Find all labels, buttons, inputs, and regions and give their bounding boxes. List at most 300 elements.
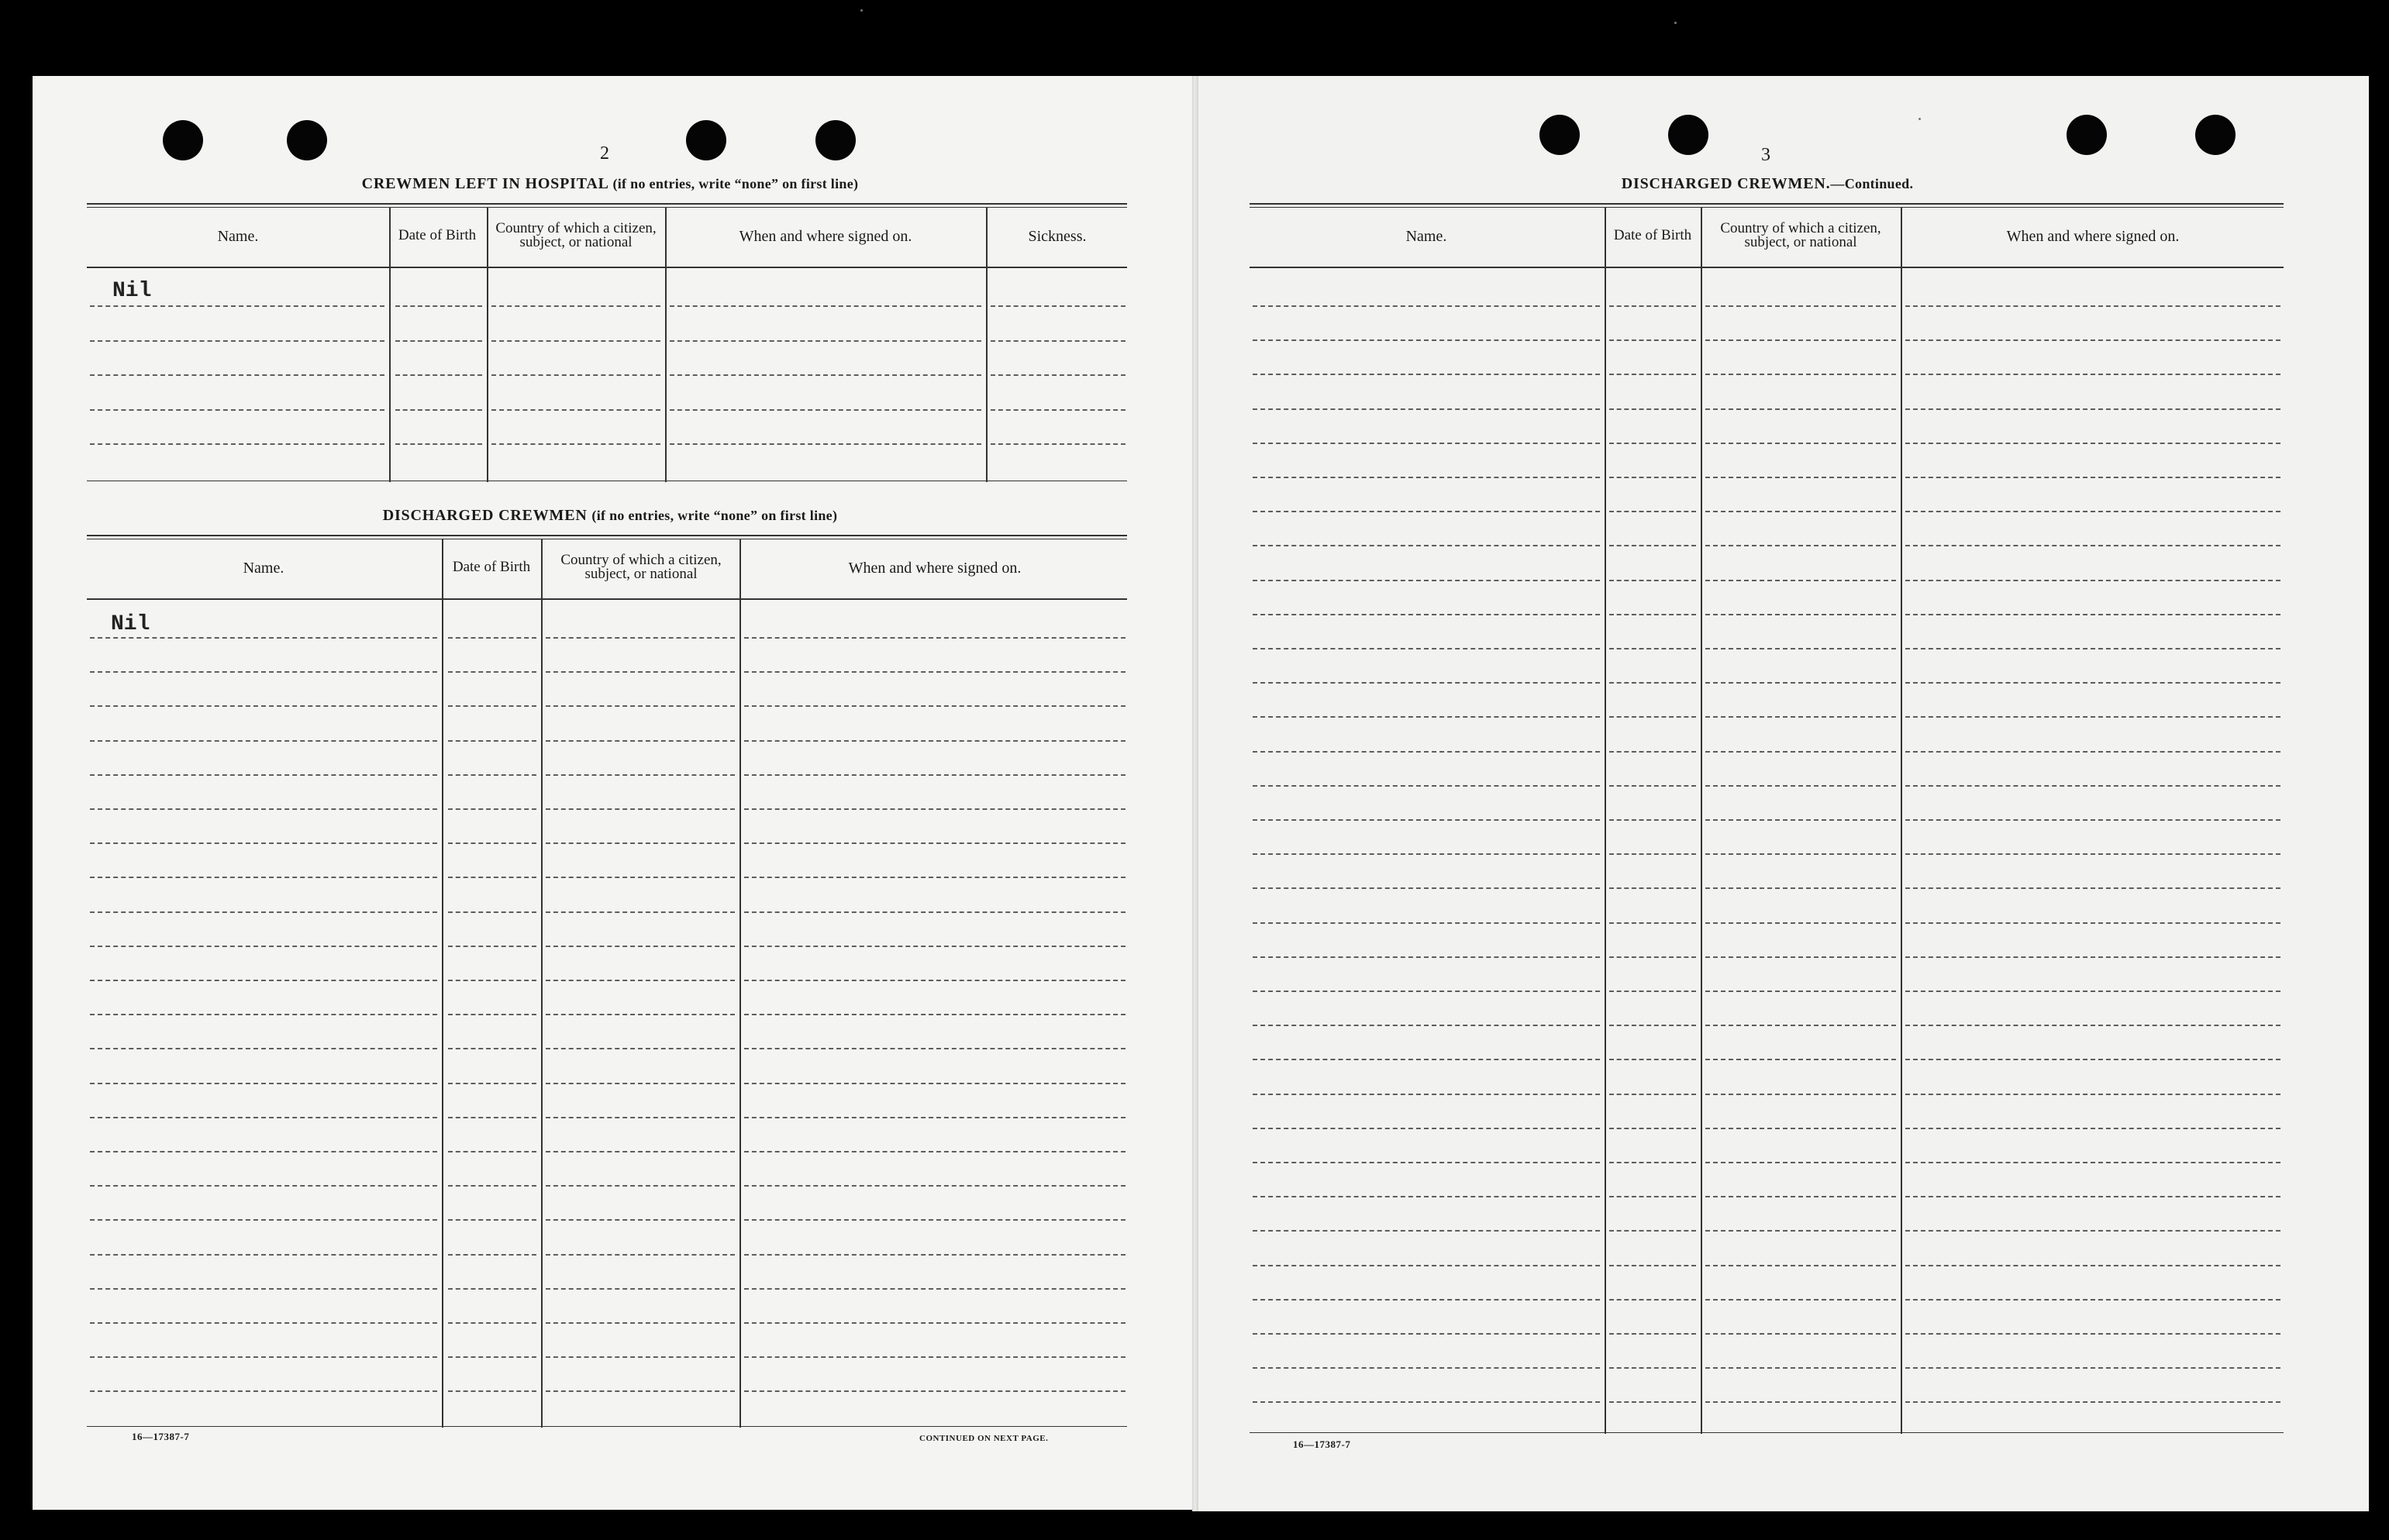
entry-line xyxy=(744,1014,1126,1015)
entry-line xyxy=(1905,682,2280,684)
entry-line xyxy=(1609,1333,1696,1335)
entry-line xyxy=(491,340,660,342)
entry-line xyxy=(744,774,1126,776)
entry-line xyxy=(1705,819,1896,821)
entry-line xyxy=(1705,305,1896,307)
entry-line xyxy=(90,1356,437,1358)
entry-line xyxy=(1253,648,1600,649)
entry-line xyxy=(744,1185,1126,1187)
entry-line xyxy=(1253,682,1600,684)
header-bottom-rule xyxy=(1250,267,2284,268)
form-number: 16—17387-7 xyxy=(132,1431,190,1442)
entry-line xyxy=(448,671,536,673)
entry-line xyxy=(90,1254,437,1256)
entry-line xyxy=(1253,785,1600,787)
entry-line xyxy=(744,740,1126,742)
entry-line xyxy=(1609,1196,1696,1197)
entry-line xyxy=(90,740,437,742)
entry-line xyxy=(90,340,384,342)
entry-line xyxy=(1253,887,1600,889)
entry-line xyxy=(1253,1094,1600,1095)
header-bottom-rule xyxy=(87,598,1127,600)
entry-line xyxy=(395,305,482,307)
entry-line xyxy=(991,305,1126,307)
entry-line xyxy=(546,671,735,673)
entry-line xyxy=(1705,580,1896,581)
entry-line xyxy=(90,671,437,673)
punch-hole xyxy=(815,120,856,160)
column-header-signed-on: When and where signed on. xyxy=(739,227,912,245)
entry-line xyxy=(90,1083,437,1084)
entry-line xyxy=(1705,1230,1896,1232)
entry-line xyxy=(991,374,1126,376)
entry-line xyxy=(1609,819,1696,821)
entry-line xyxy=(744,671,1126,673)
entry-line xyxy=(1253,1265,1600,1266)
entry-line xyxy=(1705,374,1896,375)
entry-line xyxy=(546,877,735,878)
hospital-section-title xyxy=(87,175,1133,193)
entry-line xyxy=(1705,1196,1896,1197)
entry-line xyxy=(546,1117,735,1118)
punch-hole xyxy=(2067,115,2107,155)
entry-line xyxy=(1905,1162,2280,1163)
entry-line xyxy=(1609,1401,1696,1403)
discharged-continued-table xyxy=(1250,203,2284,1434)
entry-line xyxy=(1253,1230,1600,1232)
entry-line xyxy=(1905,819,2280,821)
entry-line xyxy=(1705,1367,1896,1369)
entry-line xyxy=(1905,339,2280,341)
entry-line xyxy=(1905,1401,2280,1403)
entry-line xyxy=(1253,1128,1600,1129)
entry-line xyxy=(744,1322,1126,1324)
column-header-sickness: Sickness. xyxy=(1028,227,1087,245)
entry-line xyxy=(90,1048,437,1049)
entry-line xyxy=(546,705,735,707)
entry-line xyxy=(1905,1059,2280,1060)
entry-line xyxy=(546,1185,735,1187)
entry-line xyxy=(1705,511,1896,512)
punch-hole xyxy=(163,120,203,160)
column-divider xyxy=(1701,208,1702,1434)
column-header-country: Country of which a citizen, subject, or national xyxy=(560,552,722,582)
entry-line xyxy=(1609,443,1696,444)
entry-line xyxy=(448,1048,536,1049)
entry-line xyxy=(1609,990,1696,992)
discharged-title-text: DISCHARGED CREWMEN xyxy=(382,507,588,524)
entry-line xyxy=(1609,1299,1696,1301)
entry-line xyxy=(546,911,735,913)
entry-line xyxy=(1253,1196,1600,1197)
entry-line xyxy=(1253,751,1600,753)
entry-line xyxy=(744,946,1126,947)
entry-line xyxy=(1253,408,1600,410)
column-divider xyxy=(1901,208,1902,1434)
entry-line xyxy=(448,1356,536,1358)
entry-line xyxy=(1609,477,1696,478)
entry-line xyxy=(744,911,1126,913)
entry-line xyxy=(1253,1059,1600,1060)
entry-line xyxy=(1609,853,1696,855)
entry-line xyxy=(744,1117,1126,1118)
entry-line xyxy=(1609,1025,1696,1026)
table-top-rule xyxy=(1250,203,2284,208)
entry-line xyxy=(1253,1367,1600,1369)
entry-line xyxy=(448,1219,536,1221)
entry-line xyxy=(744,1356,1126,1358)
entry-line xyxy=(1905,374,2280,375)
punch-hole xyxy=(287,120,327,160)
punch-hole xyxy=(1539,115,1580,155)
entry-line xyxy=(90,1219,437,1221)
entry-line xyxy=(1905,751,2280,753)
column-header-signed-on: When and where signed on. xyxy=(848,559,1022,577)
entry-line xyxy=(448,1083,536,1084)
entry-line xyxy=(90,842,437,844)
discharged-section-title xyxy=(87,507,1133,525)
entry-line xyxy=(1609,682,1696,684)
entry-line xyxy=(1253,443,1600,444)
column-divider xyxy=(1605,208,1606,1434)
entry-line xyxy=(1905,648,2280,649)
punch-hole xyxy=(2195,115,2236,155)
column-divider xyxy=(739,539,741,1428)
page-number: 3 xyxy=(1761,145,1770,165)
entry-line xyxy=(1905,990,2280,992)
entry-line xyxy=(1253,922,1600,924)
entry-line xyxy=(1609,614,1696,615)
entry-line xyxy=(1905,477,2280,478)
entry-line xyxy=(991,340,1126,342)
entry-line xyxy=(1253,511,1600,512)
entry-line xyxy=(491,374,660,376)
entry-line xyxy=(448,1254,536,1256)
entry-line xyxy=(546,774,735,776)
entry-line xyxy=(448,980,536,981)
entry-line xyxy=(448,774,536,776)
entry-line xyxy=(90,305,384,307)
entry-line xyxy=(1609,511,1696,512)
entry-line xyxy=(1609,339,1696,341)
column-header-country: Country of which a citizen, subject, or national xyxy=(1720,220,1881,250)
entry-line xyxy=(1905,614,2280,615)
entry-line xyxy=(744,1288,1126,1290)
entry-line xyxy=(1705,922,1896,924)
entry-line xyxy=(1905,1230,2280,1232)
entry-line xyxy=(546,1322,735,1324)
entry-line xyxy=(991,443,1126,445)
column-divider xyxy=(665,208,667,482)
entry-line xyxy=(1253,990,1600,992)
entry-line xyxy=(448,911,536,913)
entry-line xyxy=(448,1185,536,1187)
entry-line xyxy=(1609,1367,1696,1369)
entry-line xyxy=(546,1014,735,1015)
entry-line xyxy=(1905,785,2280,787)
entry-line xyxy=(1705,956,1896,958)
entry-line xyxy=(90,443,384,445)
entry-line xyxy=(1905,305,2280,307)
discharged-table xyxy=(87,535,1127,1428)
entry-line xyxy=(90,374,384,376)
entry-line xyxy=(546,1151,735,1152)
entry-line xyxy=(448,808,536,810)
entry-line xyxy=(1705,1162,1896,1163)
entry-line xyxy=(1905,511,2280,512)
entry-line xyxy=(1705,339,1896,341)
entry-line xyxy=(670,409,981,411)
entry-line xyxy=(1905,1196,2280,1197)
entry-line xyxy=(1705,716,1896,718)
entry-line xyxy=(1609,956,1696,958)
entry-line xyxy=(1609,1128,1696,1129)
entry-line xyxy=(1253,305,1600,307)
entry-line xyxy=(90,1322,437,1324)
column-divider xyxy=(487,208,488,482)
scan-speck xyxy=(1674,22,1677,24)
entry-line xyxy=(448,877,536,878)
entry-line xyxy=(1609,374,1696,375)
entry-line xyxy=(1609,1162,1696,1163)
entry-line xyxy=(1705,1025,1896,1026)
entry-line xyxy=(1905,408,2280,410)
column-divider xyxy=(541,539,543,1428)
entry-line xyxy=(1905,1265,2280,1266)
entry-line xyxy=(1609,648,1696,649)
entry-line xyxy=(1705,648,1896,649)
entry-line xyxy=(90,911,437,913)
entry-line xyxy=(1905,580,2280,581)
entry-line xyxy=(744,705,1126,707)
column-header-date-of-birth: Date of Birth xyxy=(1613,227,1692,243)
entry-line xyxy=(744,842,1126,844)
entry-line xyxy=(448,1390,536,1392)
entry-line xyxy=(90,808,437,810)
entry-line xyxy=(1905,1367,2280,1369)
entry-line xyxy=(90,774,437,776)
continued-suffix: —Continued. xyxy=(1830,176,1914,191)
scan-speck xyxy=(860,9,863,12)
entry-line xyxy=(546,1390,735,1392)
entry-line xyxy=(546,740,735,742)
entry-line xyxy=(744,1390,1126,1392)
discharged-first-entry: Nil xyxy=(111,612,150,636)
entry-line xyxy=(1609,716,1696,718)
entry-line xyxy=(670,305,981,307)
entry-line xyxy=(395,443,482,445)
entry-line xyxy=(1705,477,1896,478)
entry-line xyxy=(1705,443,1896,444)
entry-line xyxy=(1905,1299,2280,1301)
entry-line xyxy=(90,946,437,947)
entry-line xyxy=(1705,545,1896,546)
entry-line xyxy=(744,1083,1126,1084)
entry-line xyxy=(1705,1333,1896,1335)
entry-line xyxy=(546,1356,735,1358)
entry-line xyxy=(744,877,1126,878)
entry-line xyxy=(1253,477,1600,478)
hospital-table xyxy=(87,203,1127,482)
column-header-country: Country of which a citizen, subject, or national xyxy=(495,220,657,250)
entry-line xyxy=(1609,751,1696,753)
entry-line xyxy=(546,1219,735,1221)
page-fold xyxy=(1192,76,1198,1511)
hospital-title-text: CREWMEN LEFT IN HOSPITAL xyxy=(361,175,608,192)
column-header-name: Name. xyxy=(243,559,284,577)
table-top-rule xyxy=(87,535,1127,539)
entry-line xyxy=(1609,922,1696,924)
entry-line xyxy=(448,637,536,639)
entry-line xyxy=(1705,408,1896,410)
entry-line xyxy=(1905,716,2280,718)
entry-line xyxy=(448,1014,536,1015)
entry-line xyxy=(744,1254,1126,1256)
column-divider xyxy=(442,539,443,1428)
entry-line xyxy=(90,1014,437,1015)
entry-line xyxy=(1905,1025,2280,1026)
entry-line xyxy=(1705,682,1896,684)
entry-line xyxy=(546,980,735,981)
form-number: 16—17387-7 xyxy=(1293,1438,1351,1450)
entry-line xyxy=(1905,1128,2280,1129)
entry-line xyxy=(1705,751,1896,753)
entry-line xyxy=(1905,545,2280,546)
table-top-rule xyxy=(87,203,1127,208)
entry-line xyxy=(1705,1094,1896,1095)
entry-line xyxy=(1905,853,2280,855)
entry-line xyxy=(1705,614,1896,615)
entry-line xyxy=(1705,1059,1896,1060)
entry-line xyxy=(491,409,660,411)
entry-line xyxy=(395,374,482,376)
entry-line xyxy=(670,374,981,376)
punch-hole xyxy=(686,120,726,160)
entry-line xyxy=(744,1219,1126,1221)
entry-line xyxy=(1609,580,1696,581)
entry-line xyxy=(1905,1094,2280,1095)
entry-line xyxy=(1705,1265,1896,1266)
hospital-title-instruction: (if no entries, write “none” on first line) xyxy=(612,176,859,191)
hospital-first-entry: Nil xyxy=(112,279,152,303)
entry-line xyxy=(448,1322,536,1324)
table-bottom-rule xyxy=(87,1426,1127,1427)
entry-line xyxy=(448,705,536,707)
entry-line xyxy=(1253,716,1600,718)
column-header-date-of-birth: Date of Birth xyxy=(398,227,477,243)
entry-line xyxy=(1253,1299,1600,1301)
entry-line xyxy=(90,1390,437,1392)
entry-line xyxy=(1253,1333,1600,1335)
entry-line xyxy=(448,1288,536,1290)
entry-line xyxy=(1253,956,1600,958)
entry-line xyxy=(1705,785,1896,787)
entry-line xyxy=(395,340,482,342)
entry-line xyxy=(546,808,735,810)
entry-line xyxy=(448,1117,536,1118)
entry-line xyxy=(1705,887,1896,889)
entry-line xyxy=(448,842,536,844)
column-header-name: Name. xyxy=(217,227,259,245)
entry-line xyxy=(1705,1299,1896,1301)
entry-line xyxy=(1253,853,1600,855)
entry-line xyxy=(1253,545,1600,546)
entry-line xyxy=(90,980,437,981)
entry-line xyxy=(1609,408,1696,410)
column-divider xyxy=(389,208,391,482)
entry-line xyxy=(1253,614,1600,615)
column-header-name: Name. xyxy=(1405,227,1447,245)
continued-title-text: DISCHARGED CREWMEN. xyxy=(1621,175,1831,192)
scan-speck xyxy=(1918,118,1921,120)
entry-line xyxy=(1905,922,2280,924)
entry-line xyxy=(744,808,1126,810)
discharged-continued-title xyxy=(1248,175,2287,193)
entry-line xyxy=(1253,1162,1600,1163)
entry-line xyxy=(1253,339,1600,341)
entry-line xyxy=(1905,443,2280,444)
entry-line xyxy=(1253,580,1600,581)
page-number: 2 xyxy=(600,143,609,164)
punch-hole xyxy=(1668,115,1708,155)
discharged-title-instruction: (if no entries, write “none” on first line) xyxy=(591,508,838,523)
entry-line xyxy=(90,1288,437,1290)
entry-line xyxy=(90,705,437,707)
entry-line xyxy=(1253,1401,1600,1403)
entry-line xyxy=(90,409,384,411)
entry-line xyxy=(1609,887,1696,889)
entry-line xyxy=(1905,887,2280,889)
entry-line xyxy=(546,637,735,639)
entry-line xyxy=(90,637,437,639)
entry-line xyxy=(670,443,981,445)
entry-line xyxy=(744,980,1126,981)
entry-line xyxy=(744,1151,1126,1152)
entry-line xyxy=(546,1254,735,1256)
entry-line xyxy=(991,409,1126,411)
entry-line xyxy=(90,1117,437,1118)
entry-line xyxy=(448,946,536,947)
entry-line xyxy=(90,1185,437,1187)
entry-line xyxy=(1705,1128,1896,1129)
entry-line xyxy=(1705,990,1896,992)
entry-line xyxy=(90,1151,437,1152)
entry-line xyxy=(744,1048,1126,1049)
entry-line xyxy=(491,305,660,307)
entry-line xyxy=(546,1288,735,1290)
entry-line xyxy=(546,842,735,844)
entry-line xyxy=(1609,305,1696,307)
entry-line xyxy=(1609,1094,1696,1095)
entry-line xyxy=(1609,785,1696,787)
entry-line xyxy=(1705,853,1896,855)
column-header-date-of-birth: Date of Birth xyxy=(452,559,531,575)
header-bottom-rule xyxy=(87,267,1127,268)
entry-line xyxy=(1253,819,1600,821)
entry-line xyxy=(546,1083,735,1084)
entry-line xyxy=(1705,1401,1896,1403)
entry-line xyxy=(1905,1333,2280,1335)
entry-line xyxy=(1609,1265,1696,1266)
column-divider xyxy=(986,208,988,482)
entry-line xyxy=(90,877,437,878)
entry-line xyxy=(491,443,660,445)
entry-line xyxy=(395,409,482,411)
entry-line xyxy=(1609,1230,1696,1232)
entry-line xyxy=(1905,956,2280,958)
entry-line xyxy=(1609,1059,1696,1060)
entry-line xyxy=(448,1151,536,1152)
